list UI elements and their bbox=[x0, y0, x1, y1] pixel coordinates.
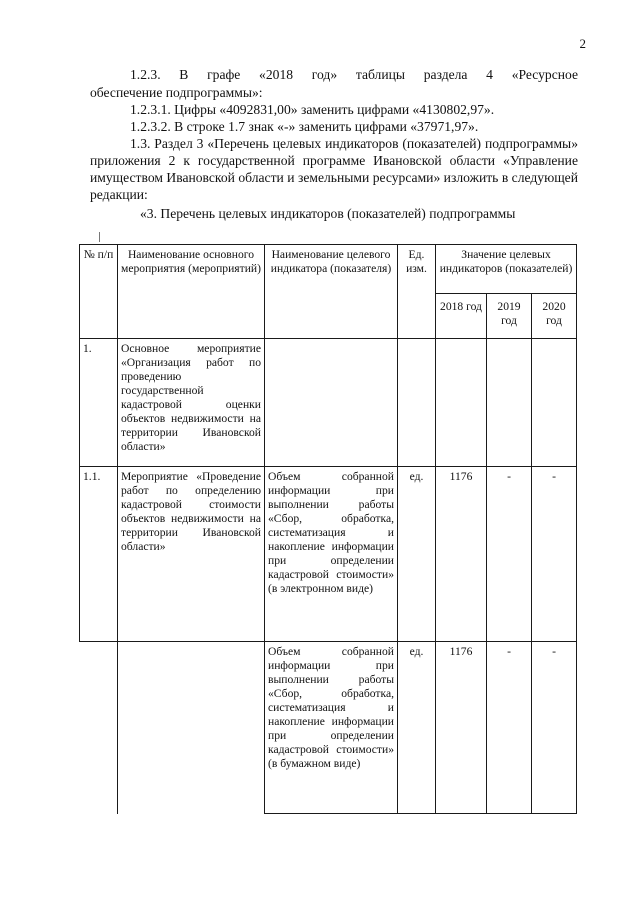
row-value-2019 bbox=[487, 339, 532, 467]
row-value-2018: 1176 bbox=[436, 642, 487, 814]
row-unit: ед. bbox=[398, 642, 436, 814]
row-num: 1. bbox=[80, 339, 118, 467]
header-values: Значение целевых индикаторов (показателей) bbox=[436, 245, 577, 294]
row-indicator: Объем собранной информации при выполнении работы «Сбор, обработка, систематизация и накопление информации при определении кадастровой стоимости» (в бумажном виде) bbox=[265, 642, 398, 814]
row-value-2020 bbox=[532, 339, 577, 467]
row-value-2018 bbox=[436, 339, 487, 467]
header-indicator: Наименование целевого индикатора (показателя) bbox=[265, 245, 398, 339]
row-value-2020: - bbox=[532, 642, 577, 814]
row-value-2018: 1176 bbox=[436, 467, 487, 642]
row-indicator: Объем собранной информации при выполнении работы «Сбор, обработка, систематизация и накопление информации при определении кадастровой стоимости» (в электронном виде) bbox=[265, 467, 398, 642]
row-unit: ед. bbox=[398, 467, 436, 642]
header-num: № п/п bbox=[80, 245, 118, 339]
row-value-2019: - bbox=[487, 642, 532, 814]
indicators-table bbox=[79, 244, 577, 814]
row-event: Основное мероприятие «Организация работ по проведению государственной кадастровой оценки объектов недвижимости на территории Ивановской области» bbox=[118, 339, 265, 467]
row-num: 1.1. bbox=[80, 467, 118, 642]
header-event: Наименование основного мероприятия (мероприятий) bbox=[118, 245, 265, 339]
row-event bbox=[118, 642, 265, 814]
paragraph-2: 1.2.3.1. Цифры «4092831,00» заменить цифрами «4130802,97». bbox=[130, 102, 495, 117]
header-year-2018: 2018 год bbox=[436, 294, 487, 339]
page-number: 2 bbox=[579, 36, 586, 51]
row-num bbox=[80, 642, 118, 814]
row-unit bbox=[398, 339, 436, 467]
table-row bbox=[80, 642, 577, 814]
paragraph-4: 1.3. Раздел 3 «Перечень целевых индикаторов (показателей) подпрограммы» приложения 2 к государственной программе Ивановской области «Управление имуществом Ивановской области и земельными ресурсами» изложить в следующей редакции: bbox=[90, 136, 578, 202]
header-year-2019: 2019 год bbox=[487, 294, 532, 339]
paragraph-1-line-2: обеспечение подпрограммы»: bbox=[90, 85, 263, 100]
row-event: Мероприятие «Проведение работ по определению кадастровой стоимости объектов недвижимости на территории Ивановской области» bbox=[118, 467, 265, 642]
scan-mark bbox=[99, 232, 100, 242]
row-value-2020: - bbox=[532, 467, 577, 642]
header-year-2020: 2020 год bbox=[532, 294, 577, 339]
table-row bbox=[80, 467, 577, 642]
paragraph-3: 1.2.3.2. В строке 1.7 знак «-» заменить цифрами «37971,97». bbox=[130, 119, 479, 134]
row-indicator bbox=[265, 339, 398, 467]
header-row bbox=[80, 245, 577, 294]
row-value-2019: - bbox=[487, 467, 532, 642]
paragraph-1-line-1: 1.2.3. В графе «2018 год» таблицы раздела 4 «Ресурсное bbox=[130, 67, 578, 82]
header-unit: Ед. изм. bbox=[398, 245, 436, 339]
section-title: «3. Перечень целевых индикаторов (показателей) подпрограммы bbox=[140, 206, 516, 221]
table-row bbox=[80, 339, 577, 467]
